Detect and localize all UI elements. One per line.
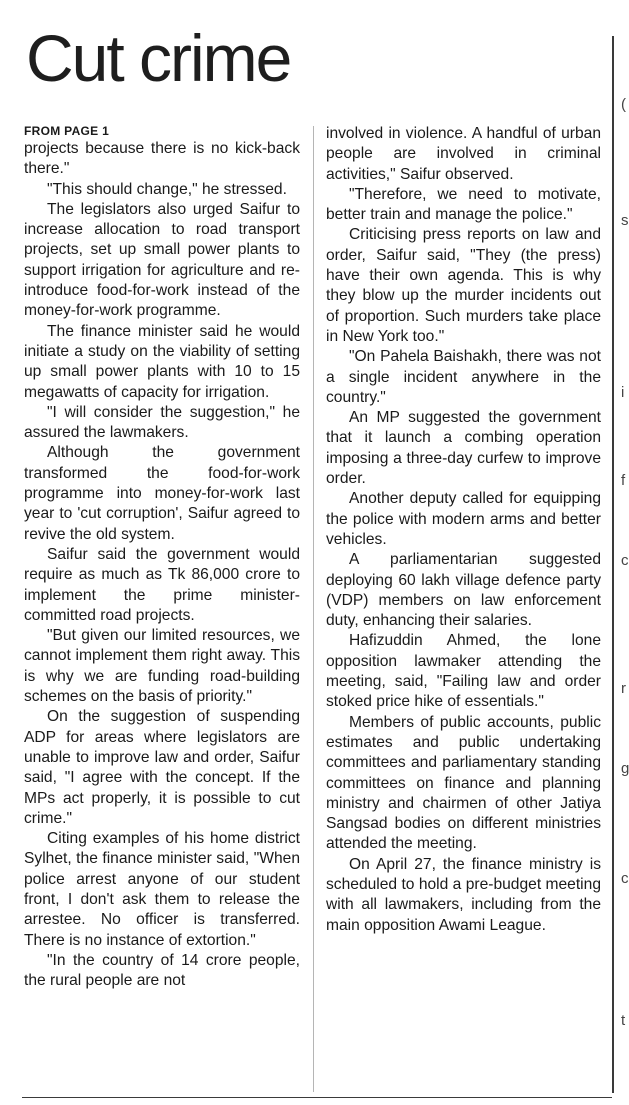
bottom-rule <box>22 1097 612 1098</box>
clipped-text-fragment: i <box>621 384 625 401</box>
paragraph: Hafizuddin Ahmed, the lone opposition lawmaker attending the meeting, said, "Failing law and order stoked price hike of essentials." <box>326 632 601 711</box>
clipped-text-fragment: r <box>621 680 626 697</box>
headline: Cut crime <box>26 21 291 95</box>
paragraph: An MP suggested the government that it launch a combing operation imposing a three-day curfew to improve order. <box>326 409 601 488</box>
paragraph: "But given our limited resources, we cannot implement them right away. This is why we are funding road-building schemes on the basis of priority." <box>24 627 300 706</box>
paragraph: Another deputy called for equipping the police with modern arms and better vehicles. <box>326 490 601 548</box>
paragraph: Members of public accounts, public estimates and public undertaking committees and parliamentary standing committees on finance and planning ministry and chairmen of other Jatiya Sangsad bodies on different ministries attended the meeting. <box>326 713 601 853</box>
clipped-text-fragment: t <box>621 1012 626 1029</box>
paragraph: On April 27, the finance ministry is scheduled to hold a pre-budget meeting with all lawmakers, including from the main opposition Awami League. <box>326 855 601 934</box>
paragraph: projects because there is no kick-back there." <box>24 140 300 178</box>
paragraph: "On Pahela Baishakh, there was not a single incident anywhere in the country." <box>326 348 601 406</box>
column-divider <box>313 126 314 1092</box>
clipped-text-fragment: g <box>621 760 629 777</box>
paragraph: Citing examples of his home district Sylhet, the finance minister said, "When police arrest anyone of our student front, I don't ask them to release the arrestee. No officer is transferred. There is no instance of extortion." <box>24 830 300 949</box>
paragraph: "Therefore, we need to motivate, better train and manage the police." <box>326 185 601 224</box>
clipped-text-fragment: c <box>621 552 629 569</box>
clipped-text-fragment: f <box>621 472 626 489</box>
paragraph: involved in violence. A handful of urban people are involved in criminal activities," Saifur observed. <box>326 125 601 183</box>
article-column-left <box>24 124 300 991</box>
clipped-text-fragment: s <box>621 212 629 229</box>
paragraph: "This should change," he stressed. <box>47 180 287 198</box>
paragraph: The finance minister said he would initiate a study on the viability of setting up small power plants with 10 to 15 megawatts of capacity for irrigation. <box>24 322 300 401</box>
paragraph: Saifur said the government would require as much as Tk 86,000 crore to implement the prime minister-committed road projects. <box>24 545 300 624</box>
clipped-text-fragment: ( <box>621 96 626 113</box>
clipped-text-fragment: c <box>621 870 629 887</box>
paragraph: Criticising press reports on law and order, Saifur said, "They (the press) have their own agenda. This is why they blow up the murder incidents out of proportion. Such murders take place in New York too." <box>326 226 601 345</box>
paragraph: "I will consider the suggestion," he assured the lawmakers. <box>24 403 300 442</box>
paragraph: The legislators also urged Saifur to increase allocation to road transport projects, set up small power plants to support irrigation for agriculture and re-introduce food-for-work instead of the money-for-work programme. <box>24 200 300 320</box>
page-edge-rule <box>612 36 614 1093</box>
continuation-kicker: FROM PAGE 1 <box>24 124 110 138</box>
paragraph: "In the country of 14 crore people, the rural people are not <box>24 951 300 990</box>
paragraph: On the suggestion of suspending ADP for areas where legislators are unable to improve law and order, Saifur said, "I agree with the concept. If the MPs act properly, it is possible to cut crime." <box>24 708 300 827</box>
paragraph: Although the government transformed the food-for-work programme into money-for-work last year to 'cut corruption', Saifur agreed to revive the old system. <box>24 444 300 543</box>
article-column-right <box>326 124 601 936</box>
paragraph: A parliamentarian suggested deploying 60 lakh village defence party (VDP) members on law enforcement duty, enhancing their salaries. <box>326 551 601 630</box>
